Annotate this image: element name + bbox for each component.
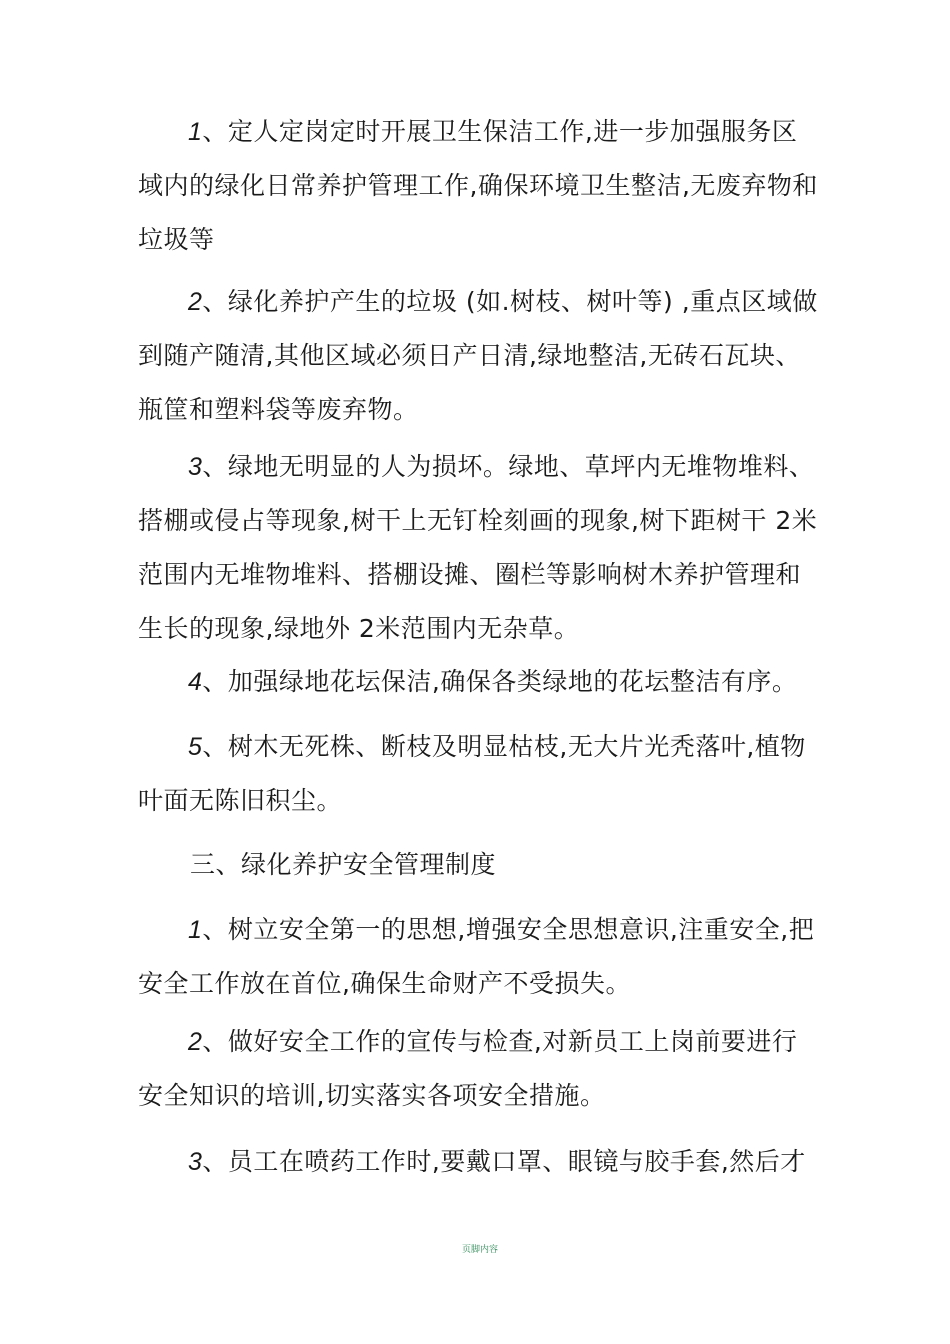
paragraph-number: 2 bbox=[188, 1028, 203, 1056]
paragraph-text: 、员工在喷药工作时,要戴口罩、眼镜与胶手套,然后才 bbox=[202, 1147, 806, 1176]
paragraph-text: 、加强绿地花坛保洁,确保各类绿地的花坛整洁有序。 bbox=[202, 667, 798, 696]
paragraph-3 bbox=[138, 440, 818, 656]
section-paragraph-2 bbox=[138, 1015, 818, 1123]
paragraph-number: 5 bbox=[188, 733, 203, 761]
paragraph-text: 、树木无死株、断枝及明显枯枝,无大片光秃落叶,植物叶面无陈旧积尘。 bbox=[138, 732, 806, 815]
paragraph-4 bbox=[138, 655, 818, 709]
paragraph-1 bbox=[138, 105, 818, 267]
paragraph-text: 、绿化养护产生的垃圾 (如.树枝、树叶等) ,重点区域做到随产随清,其他区域必须日产日清,绿地整洁,无砖石瓦块、瓶筐和塑料袋等废弃物。 bbox=[138, 287, 818, 424]
paragraph-text: 、定人定岗定时开展卫生保洁工作,进一步加强服务区域内的绿化日常养护管理工作,确保环境卫生整洁,无废弃物和垃圾等 bbox=[138, 117, 818, 254]
paragraph-number: 1 bbox=[188, 916, 203, 944]
section-heading: 三、绿化养护安全管理制度 bbox=[190, 850, 497, 879]
paragraph-text: 、做好安全工作的宣传与检查,对新员工上岗前要进行安全知识的培训,切实落实各项安全措施。 bbox=[138, 1027, 798, 1110]
paragraph-number: 3 bbox=[188, 1148, 203, 1176]
paragraph-number: 4 bbox=[188, 668, 203, 696]
paragraph-text: 、绿地无明显的人为损坏。绿地、草坪内无堆物堆料、搭棚或侵占等现象,树干上无钉栓刻画的现象,树下距树干 2米范围内无堆物堆料、搭棚设摊、圈栏等影响树木养护管理和生长的现象,绿地外 2米范围内无杂草。 bbox=[138, 452, 818, 643]
paragraph-number: 2 bbox=[188, 288, 203, 316]
paragraph-text: 、树立安全第一的思想,增强安全思想意识,注重安全,把安全工作放在首位,确保生命财产不受损失。 bbox=[138, 915, 815, 998]
paragraph-number: 3 bbox=[188, 453, 203, 481]
section-paragraph-1 bbox=[138, 903, 818, 1011]
section-paragraph-3 bbox=[138, 1135, 818, 1189]
paragraph-5 bbox=[138, 720, 818, 828]
paragraph-2 bbox=[138, 275, 818, 437]
page-footer: 页脚内容 bbox=[462, 1245, 499, 1255]
paragraph-number: 1 bbox=[188, 118, 203, 146]
